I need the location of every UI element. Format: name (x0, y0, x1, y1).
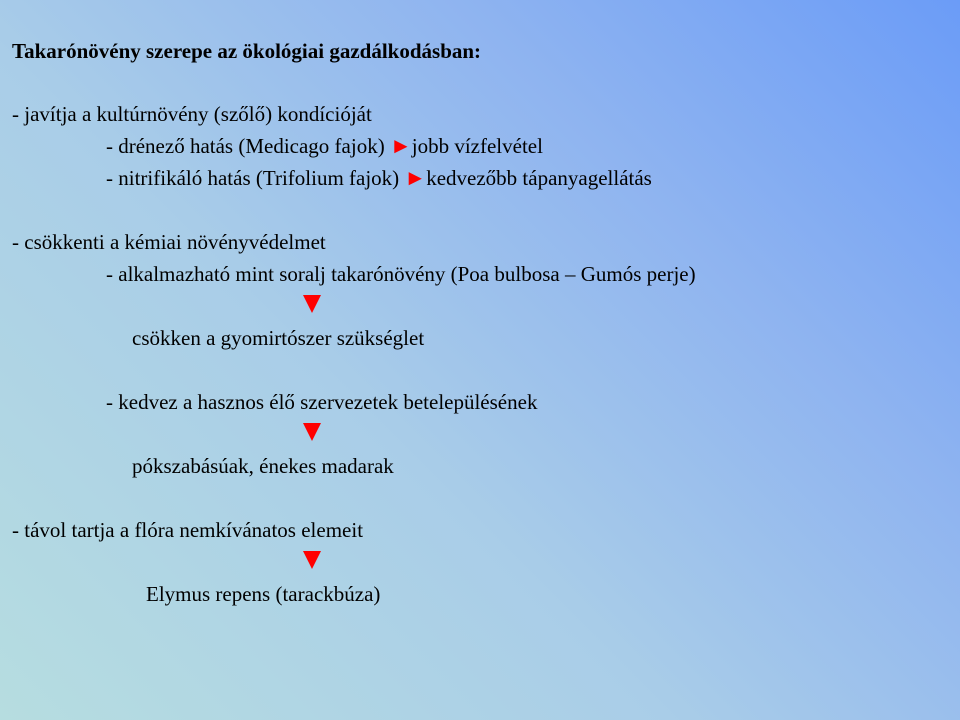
block1-heading: - javítja a kultúrnövény (szőlő) kondícióját (12, 102, 372, 126)
block4-result: Elymus repens (tarackbúza) (146, 582, 381, 606)
down-arrow-icon (303, 551, 321, 569)
right-arrow-icon: ► (389, 133, 412, 158)
block4-item: - távol tartja a flóra nemkívánatos elemeit (12, 518, 364, 542)
block1-item-nitrification (106, 165, 652, 191)
drainage-text: - drénező hatás (Medicago fajok) (106, 134, 385, 158)
block3-item: - kedvez a hasznos élő szervezetek betelepülésének (106, 390, 538, 414)
page-title: Takarónövény szerepe az ökológiai gazdálkodásban: (12, 39, 482, 63)
block1-item-drainage (106, 133, 543, 159)
block2-item: - alkalmazható mint soralj takarónövény (Poa bulbosa – Gumós perje) (106, 262, 696, 286)
right-arrow-icon: ► (404, 165, 427, 190)
down-arrow-icon (303, 295, 321, 313)
nitrification-result: kedvezőbb tápanyagellátás (426, 166, 652, 190)
nitrification-text: - nitrifikáló hatás (Trifolium fajok) (106, 166, 400, 190)
block2-heading: - csökkenti a kémiai növényvédelmet (12, 230, 326, 254)
block3-result: pókszabásúak, énekes madarak (132, 454, 394, 478)
block2-result: csökken a gyomirtószer szükséglet (132, 326, 425, 350)
down-arrow-icon (303, 423, 321, 441)
drainage-result: jobb vízfelvétel (411, 134, 543, 158)
